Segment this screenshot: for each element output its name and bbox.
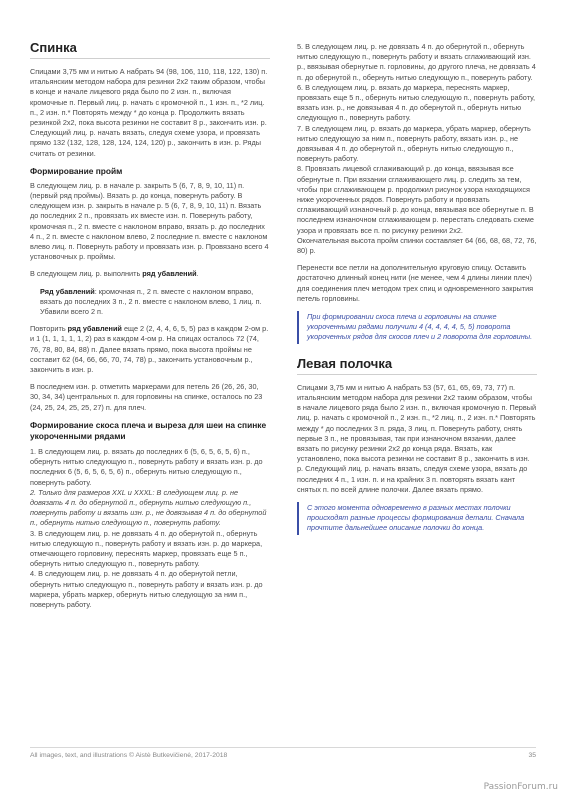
markers-paragraph: В последнем изн. р. отметить маркерами для петель 26 (26, 26, 30, 30, 34, 34) центральных п. для горловины на спинке, осталось по 23 (24, 25, 24, 25, 25, 27) п. для плеч. <box>30 382 263 412</box>
armhole-heading: Формирование пройм <box>30 165 123 176</box>
right-column <box>297 42 537 547</box>
decrease-row-bold: ряд убавлений <box>142 269 197 279</box>
left-front-note <box>297 502 537 535</box>
repeat-bold: ряд убавлений <box>67 324 122 334</box>
section-title-left-front: Левая полочка <box>297 356 537 375</box>
final-height-paragraph: Окончательная высота пройм спинки составляет 64 (66, 68, 68, 72, 76, 80) р. <box>297 235 537 256</box>
decrease-row-prefix: В следующем лиц. р. выполнить <box>30 269 143 279</box>
page-footer <box>30 747 536 764</box>
step-6: 6. В следующем лиц. р. вязать до маркера, переснять маркер, провязать еще 5 п., обернуть нитью следующую п., повернуть работу, вязать изн. р., не довязывая 4 п. до обернутой п., обернуть нитью следующую п., повернуть работу. <box>297 82 536 123</box>
copyright-text: All images, text, and illustrations © Aistė Butkevičienė, 2017-2018 <box>30 752 228 759</box>
shoulder-note <box>297 311 537 344</box>
step-3: 3. В следующем лиц. р. не довязать 4 п. до обернутой п., обернуть нитью следующую п., повернуть работу и вязать изн. р. до маркера, отмечающего горловину, переснять маркер, провязать еще 5 п., обернуть нитью следующую п., повернуть работу. <box>30 528 263 569</box>
decrease-row-label: Ряд убавлений <box>40 286 95 296</box>
decrease-row-instruction <box>30 269 270 279</box>
repeat-decrease-paragraph <box>30 324 270 375</box>
decrease-row-text: : кромочная п., 2 п. вместе с наклоном вправо, вязать до последних 3 п., 2 п. вместе с наклоном влево, 1 лиц. п. Убавили всего 2 п. <box>40 286 262 317</box>
step-4: 4. В следующем лиц. р. не довязать 4 п. до обернутой петли, обернуть нитью следующую п., повернуть работу и вязать изн. р. до маркера, убрать маркер, обернуть нитью следующую за ним п., повернуть работу. <box>30 569 263 609</box>
site-watermark: PassionForum.ru <box>483 782 558 792</box>
step-2: 2. Только для размеров XXL и XXXL: В следующем лиц. р. не довязать 4 п. до обернутой п., обернуть нитью следующую п., повернуть работу и вязать изн. р., не довязывая 4 п. до обернутой п., обернуть нитью следующую п., повернуть работу. <box>30 487 267 528</box>
transfer-paragraph: Перенести все петли на дополнительную круговую спицу. Оставить достаточно длинный конец нити (не менее, чем 4 длины линии плеч) для соединения плеч методом трех спиц и одновременного закрытия петель горловины. <box>297 263 534 303</box>
decrease-row-suffix: . <box>196 269 199 279</box>
page-number: 35 <box>528 752 536 759</box>
shoulder-heading: Формирование скоса плеча и выреза для шеи на спинке укороченными рядами <box>30 419 267 441</box>
repeat-prefix: Повторить <box>30 324 68 334</box>
armhole-paragraph: В следующем лиц. р. в начале р. закрыть 5 (6, 7, 8, 9, 10, 11) п. (первый ряд проймы). Вязать р. до конца, повернуть работу. В следующем изн. р. закрыть в начале р. 5 (6, 7, 8, 9, 10, 11) п. Вязать до последних 2 п., провязать их вместе изн. п. Повернуть работу, кромочная п., 2 п. вместе с наклоном вправо, вязать р. до последних 4 п., 2 п. вместе с наклоном влево, 2 последние п. вместе с наклоном влево лиц. п. Повернуть работу и провязать изн. р. Провязано всего 4 установочных р. проймы. <box>30 180 269 262</box>
shoulder-note-text: При формировании скоса плеча и горловины на спинке укороченными рядами получили 4 (4, 4, 4, 4, 5, 5) поворота укороченных рядов для скосов плеч и 2 поворота для горловины. <box>307 312 533 342</box>
left-front-note-text: С этого момента одновременно в разных местах полочки происходят разные процессы формирования детали. Сначала прочтите дальнейшее описание полочки до конца. <box>307 502 525 533</box>
step-7: 7. В следующем лиц. р. вязать до маркера, убрать маркер, обернуть нитью следующую за ним п., повернуть работу, вязать изн. р., не довязывая 4 п. до обернутой п., обернуть нитью следующую п., повернуть работу. <box>297 123 531 164</box>
step-5: 5. В следующем лиц. р. не довязать 4 п. до обернутой п., обернуть нитью следующую п., повернуть работу и вязать сглаживающий изн. р., ввязывая обернутые п. горловины, до другого плеча, не довязать 4 п. до обернутой п., обернуть нитью следующую п., повернуть работу. <box>297 42 536 82</box>
decrease-row-definition <box>40 287 270 318</box>
step-8: 8. Провязать лицевой сглаживающий р. до конца, ввязывая все обернутые п. При вязании сглаживающего лиц. р. следить за тем, чтобы при сглаживающем р. продолжил рисунок узора находящихся ниже укороченных рядов. Повернуть работу и провязать сглаживающий изнаночный р. до конца, ввязывая все обернутые п. В последнем изнаночном сглаживающем р. перестать следовать схеме узора и провязать все п. по рисунку резинки 2х2. <box>297 164 534 235</box>
left-column <box>30 40 270 610</box>
section-title-back: Спинка <box>30 40 270 59</box>
back-intro-paragraph: Спицами 3,75 мм и нитью А набрать 94 (98, 106, 110, 118, 122, 130) п. итальянским методом набора для резинки 2х2 таким образом, чтобы в конце и начале лицевого ряда было по 2 изн. п., включая кромочные п. Первый лиц. р. начать с кромочной п., 1 изн. п., *2 лиц. п., 2 изн. п.* Повторять между * до конца р. Продолжить вязать резинкой 2х2, пока высота резинки не составит 8 р., закончить изн. р. Следующий лиц. р. начать вязать, следуя схеме узора, и провязать прямо 132 (132, 128, 128, 124, 124, 120) р., закончить в изн. р. Ряды считать от резинки. <box>30 67 268 158</box>
left-front-paragraph: Спицами 3,75 мм и нитью А набрать 53 (57, 61, 65, 69, 73, 77) п. итальянским методом набора для резинки 2х2 таким образом, чтобы в начале лицевого ряда было 2 изн. п., включая кромочную п. Первый лиц. р. начать с кромочной п., 2 изн. п., *2 лиц. п., 2 изн. п.* Повторять между * до последних 3 п. ряда, 3 лиц. п. Повернуть работу, снять первые 3 п., не провязывая, так при изнаночном вязании, далее вязать по рисунку резинки 2х2 до конца ряда. Вязать, как установлено, пока высота резинки не составит 8 р., закончить в изн. р. Следующий лиц. р. начать вязать, следуя схеме узора, вязать до последних 4 п., 1 изн. п. и на крайних 3 п. повторять вязать кант снятых п. по всей длине полочки. Далее вязать прямо. <box>297 382 537 494</box>
step-1: 1. В следующем лиц. р. вязать до последних 6 (5, 6, 5, 6, 5, 6) п., обернуть нитью следующую п., повернуть работу и вязать изн. р. до последних 6 (5, 6, 5, 6, 5, 6) п., обернуть нитью следующую п., повернуть работу. <box>30 446 263 487</box>
repeat-suffix: еще 2 (2, 4, 4, 6, 5, 5) раз в каждом 2-ом р. и 1 (1, 1, 1, 1, 1, 2) раз в каждом 4-ом р. На спицах осталось 72 (74, 76, 78, 80, 84, 88) п. Далее вязать прямо, пока высота проймы не составит 62 (64, 66, 66, 70, 74, 78) р., закончить установочным р., закончить в изн. р. <box>30 324 269 375</box>
